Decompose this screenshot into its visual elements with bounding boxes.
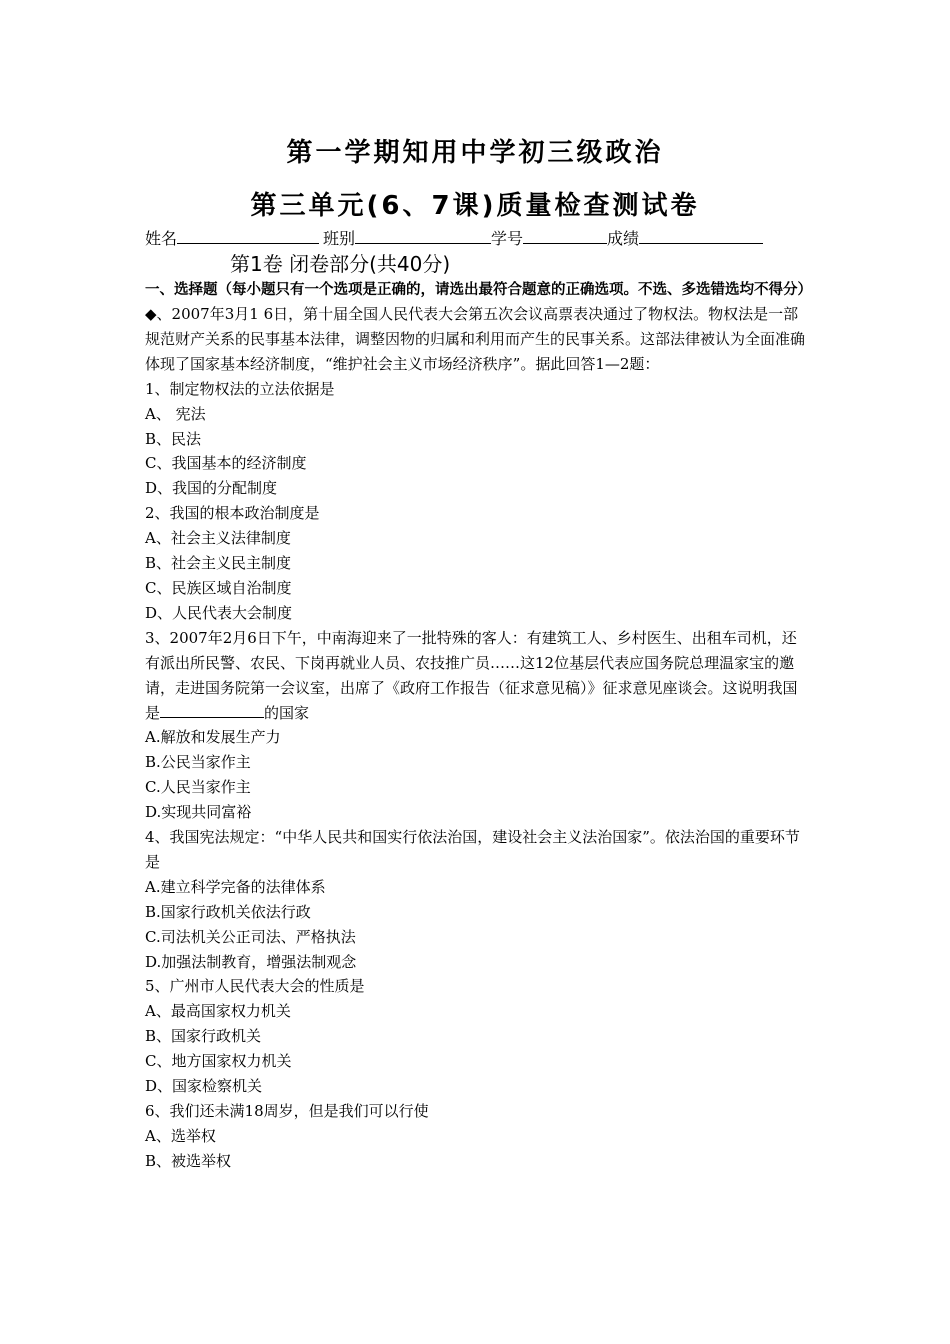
question-option: C.人民当家作主: [145, 778, 251, 797]
volume-heading: 第1卷 闭卷部分(共40分): [230, 252, 451, 276]
score-label: 成绩: [607, 231, 640, 248]
question-option: A、选举权: [145, 1126, 216, 1145]
question-option: B、被选举权: [145, 1151, 232, 1170]
name-blank[interactable]: [177, 229, 319, 244]
question-option: C.司法机关公正司法、严格执法: [145, 927, 356, 946]
section-instruction: 一、选择题（每小题只有一个选项是正确的，请选出最符合题意的正确选项。不选、多选错选均不得分）: [145, 282, 812, 298]
question-option: D、我国的分配制度: [145, 479, 278, 498]
name-label: 姓名: [145, 231, 178, 248]
question-stem: [145, 626, 807, 726]
document-title-line-2: 第三单元(6、7课)质量检查测试卷: [250, 191, 700, 221]
question-option: D.实现共同富裕: [145, 803, 252, 822]
question-stem: 2、我国的根本政治制度是: [145, 504, 320, 523]
question-option: B.公民当家作主: [145, 753, 251, 772]
question-option: D、国家检察机关: [145, 1077, 263, 1096]
question-option: A、社会主义法律制度: [145, 529, 291, 548]
answer-blank[interactable]: [160, 703, 264, 718]
question-stem-tail: 的国家: [264, 703, 310, 722]
question-option: C、地方国家权力机关: [145, 1052, 292, 1071]
question-option: B、国家行政机关: [145, 1027, 262, 1046]
class-label: 班别: [323, 231, 356, 248]
question-option: B、民法: [145, 429, 202, 448]
question-option: D、人民代表大会制度: [145, 603, 293, 622]
question-option: C、民族区域自治制度: [145, 578, 292, 597]
number-blank[interactable]: [523, 229, 607, 244]
number-label: 学号: [491, 231, 524, 248]
question-option: C、我国基本的经济制度: [145, 454, 307, 473]
class-blank[interactable]: [355, 229, 491, 244]
question-option: D.加强法制教育，增强法制观念: [145, 952, 357, 971]
question-option: B.国家行政机关依法行政: [145, 902, 311, 921]
question-stem: 6、我们还未满18周岁，但是我们可以行使: [145, 1102, 429, 1120]
question-stem: 5、广州市人民代表大会的性质是: [145, 977, 365, 996]
question-stem-text: 3、2007年2月6日下午，中南海迎来了一批特殊的客人：有建筑工人、乡村医生、出租车司机，还有派出所民警、农民、下岗再就业人员、农技推广员……这12位基层代表应国务院总理温家宝的邀请，走进国务院第一会议室，出席了《政府工作报告（征求意见稿）》征求意见座谈会。这说明我国是: [145, 628, 798, 722]
score-blank[interactable]: [639, 229, 763, 244]
document-title-line-1: 第一学期知用中学初三级政治: [286, 138, 664, 168]
question-stem: 4、我国宪法规定：“中华人民共和国实行依法治国，建设社会主义法治国家”。依法治国的重要环节是: [145, 828, 800, 871]
question-option: A、 宪法: [145, 404, 206, 423]
question-stem: 1、制定物权法的立法依据是: [145, 379, 335, 398]
question-option: A.建立科学完备的法律体系: [145, 877, 326, 896]
student-info-fields: [145, 226, 763, 249]
reading-material: ◆、2007年3月1 6日，第十届全国人民代表大会第五次会议高票表决通过了物权法。物权法是一部规范财产关系的民事基本法律，调整因物的归属和利用而产生的民事关系。这部法律被认为全面准确体现了国家基本经济制度，“维护社会主义市场经济秩序”。据此回答1—2题：: [145, 305, 806, 373]
question-body: [145, 278, 812, 1174]
question-option: A、最高国家权力机关: [145, 1002, 291, 1021]
question-option: A.解放和发展生产力: [145, 728, 281, 747]
question-option: B、社会主义民主制度: [145, 554, 292, 573]
